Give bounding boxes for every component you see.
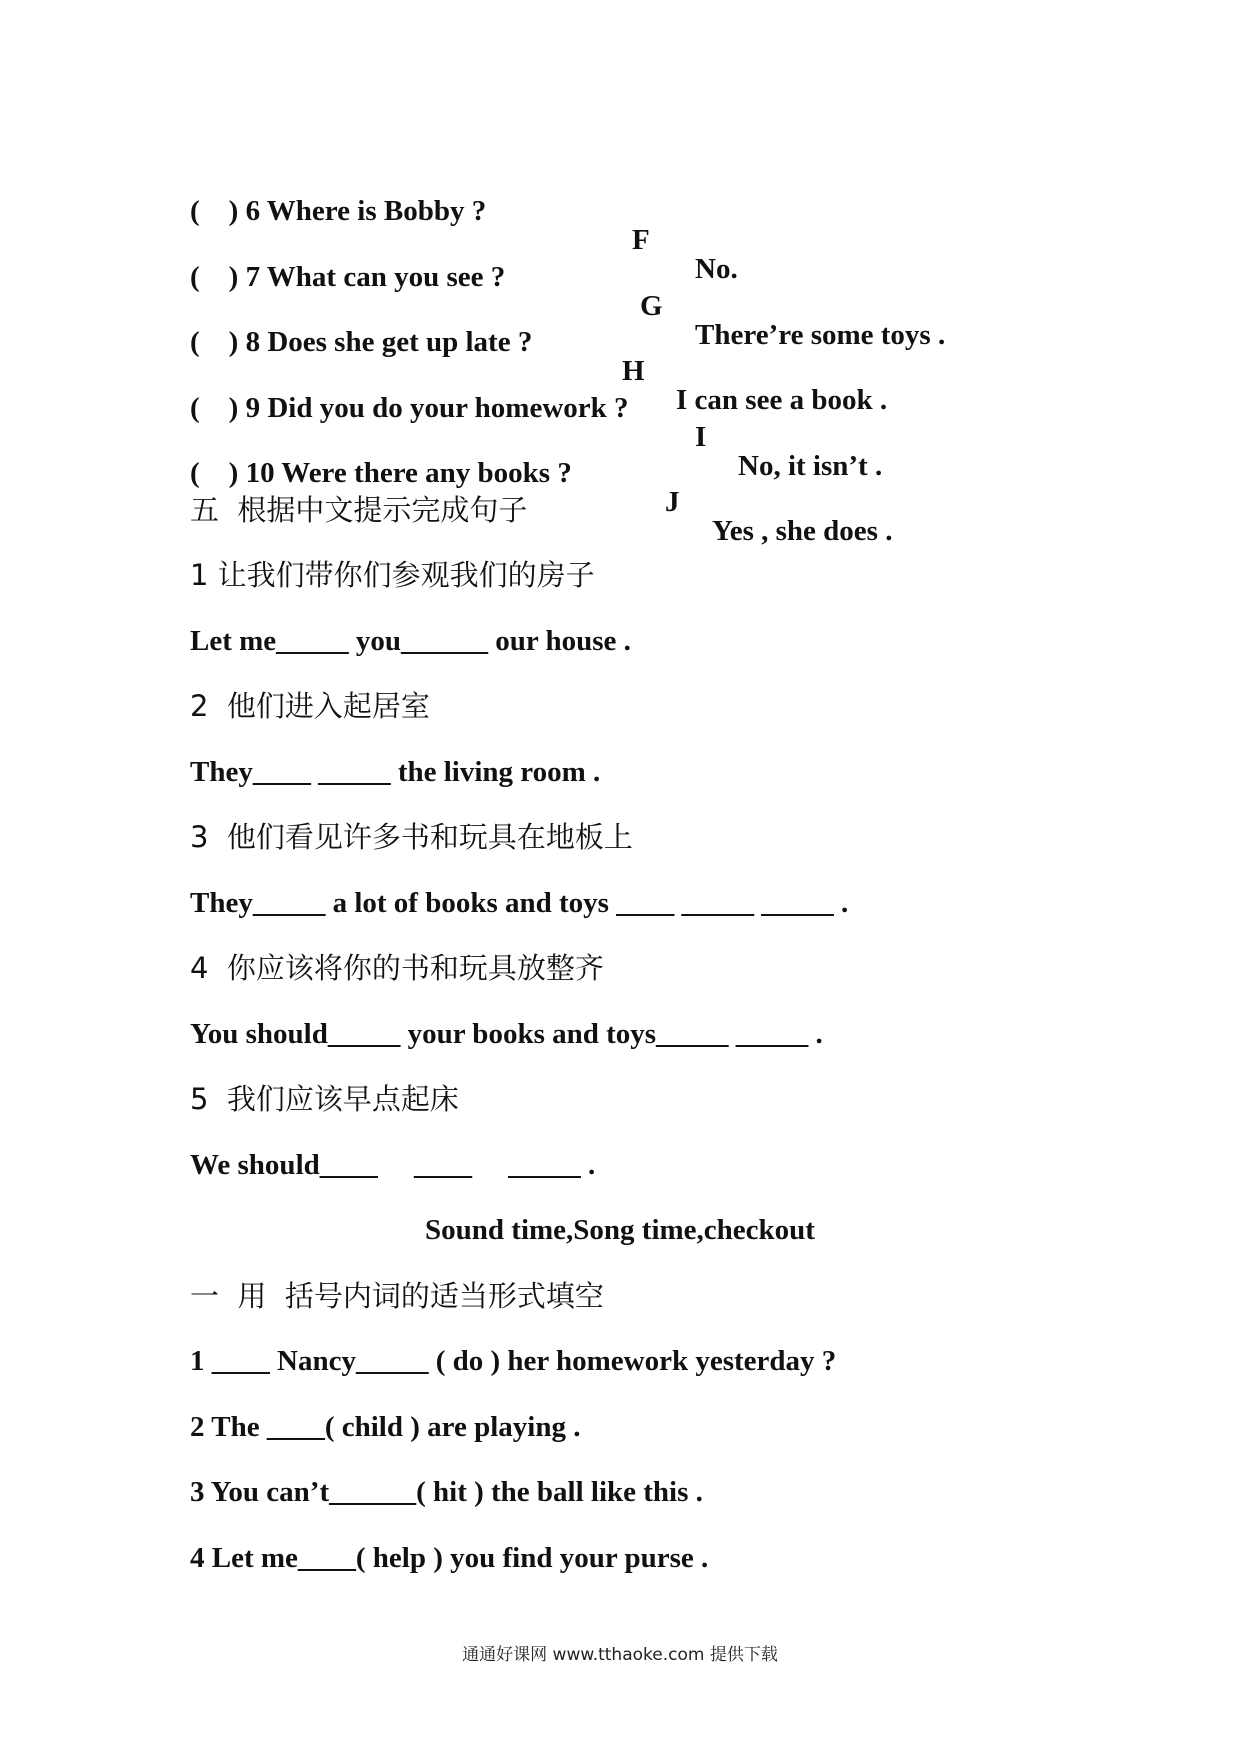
- fill-in-item: 3 You can’t______( hit ) the ball like this .: [190, 1476, 703, 1508]
- matching-answer: Yes , she does .: [712, 515, 893, 547]
- matching-answer: No.: [695, 253, 738, 285]
- matching-question: ( ) 6 Where is Bobby ?: [190, 195, 487, 227]
- english-sentence: Let me_____ you______ our house .: [190, 625, 631, 657]
- matching-letter: I: [695, 421, 707, 453]
- chinese-prompt: 3 他们看见许多书和玩具在地板上: [190, 820, 633, 854]
- section-heading: 五 根据中文提示完成句子: [190, 493, 528, 527]
- matching-question: ( ) 7 What can you see ?: [190, 261, 506, 293]
- fill-in-item: 4 Let me____( help ) you find your purse .: [190, 1542, 709, 1574]
- matching-question: ( ) 8 Does she get up late ?: [190, 326, 533, 358]
- matching-answer: There’re some toys .: [695, 319, 946, 351]
- english-sentence: You should_____ your books and toys_____ _____ .: [190, 1018, 823, 1050]
- section-heading: 一 用 括号内词的适当形式填空: [190, 1279, 604, 1313]
- chinese-prompt: 2 他们进入起居室: [190, 689, 430, 723]
- matching-question: ( ) 9 Did you do your homework ?: [190, 392, 629, 424]
- chinese-prompt: 1 让我们带你们参观我们的房子: [190, 558, 595, 592]
- matching-answer: I can see a book .: [676, 384, 888, 416]
- matching-letter: G: [640, 290, 663, 322]
- fill-in-item: 2 The ____( child ) are playing .: [190, 1411, 581, 1443]
- matching-letter: F: [632, 224, 650, 256]
- matching-question: ( ) 10 Were there any books ?: [190, 457, 572, 489]
- part-title: Sound time,Song time,checkout: [425, 1214, 815, 1246]
- english-sentence: They____ _____ the living room .: [190, 756, 601, 788]
- matching-letter: H: [622, 355, 645, 387]
- fill-in-item: 1 ____ Nancy_____ ( do ) her homework yesterday ?: [190, 1345, 837, 1377]
- chinese-prompt: 5 我们应该早点起床: [190, 1082, 459, 1116]
- matching-letter: J: [665, 486, 680, 518]
- english-sentence: We should____ ____ _____ .: [190, 1149, 596, 1181]
- page-footer: 通通好课网 www.tthaoke.com 提供下载: [462, 1645, 778, 1665]
- chinese-prompt: 4 你应该将你的书和玩具放整齐: [190, 951, 604, 985]
- matching-answer: No, it isn’t .: [738, 450, 883, 482]
- english-sentence: They_____ a lot of books and toys ____ _____ _____ .: [190, 887, 849, 919]
